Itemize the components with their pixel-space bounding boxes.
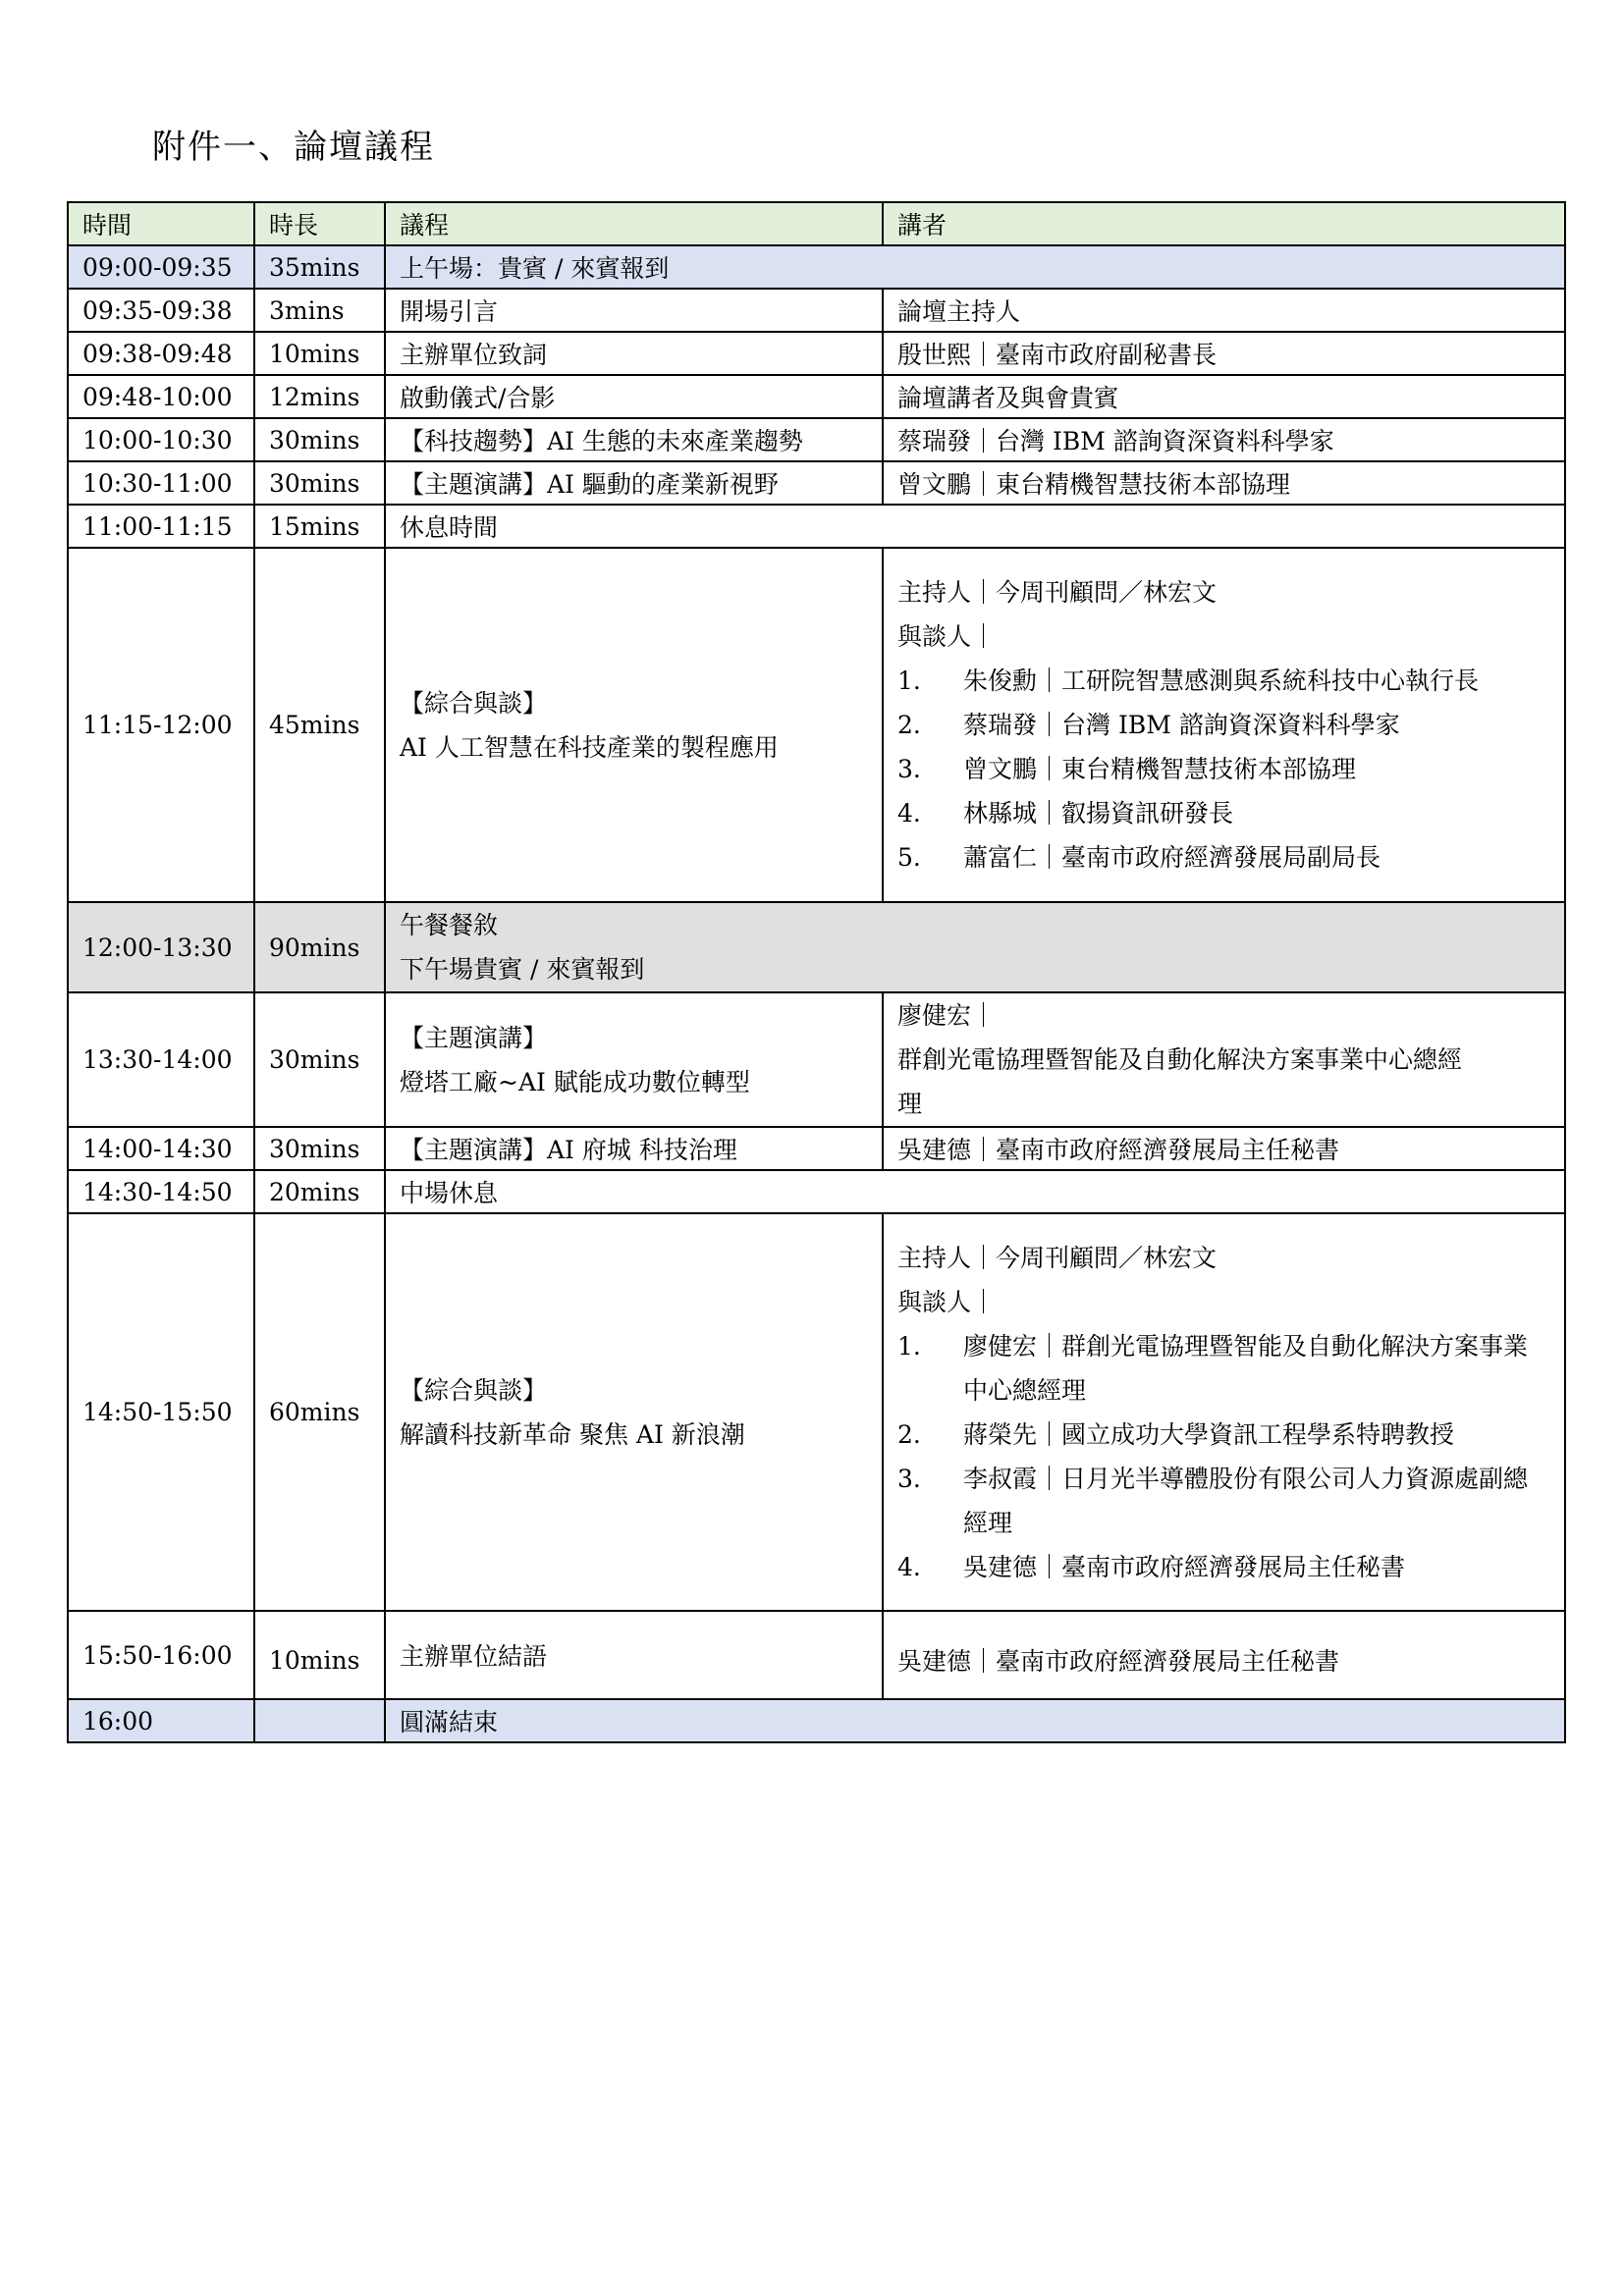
program-line: 【綜合與談】 [400, 1375, 548, 1405]
row-duration: 35mins [254, 245, 385, 289]
program-line: 【主題演講】 [400, 1023, 548, 1052]
row-time: 09:35-09:38 [68, 289, 254, 332]
list-item [897, 1413, 1550, 1457]
program-line: 下午場貴賓 / 來賓報到 [400, 955, 645, 984]
row-program: 圓滿結束 [385, 1699, 1565, 1742]
row-duration: 10mins [254, 332, 385, 375]
program-line: 【綜合與談】 [400, 688, 548, 718]
row-time: 10:30-11:00 [68, 461, 254, 505]
row-duration: 30mins [254, 1127, 385, 1170]
row-program: 【科技趨勢】AI 生態的未來產業趨勢 [385, 418, 883, 461]
row-program: 主辦單位致詞 [385, 332, 883, 375]
panelist-text: 朱俊勳｜工研院智慧感測與系統科技中心執行長 [963, 667, 1480, 695]
row-duration: 30mins [254, 461, 385, 505]
row-program: 上午場：貴賓 / 來賓報到 [385, 245, 1565, 289]
list-number: 4. [897, 799, 921, 828]
row-speaker [883, 548, 1565, 902]
program-line: 解讀科技新革命 聚焦 AI 新浪潮 [400, 1419, 745, 1449]
list-item [897, 835, 1550, 880]
list-number: 1. [897, 667, 921, 695]
row-time: 11:00-11:15 [68, 505, 254, 548]
row-duration: 15mins [254, 505, 385, 548]
list-item [897, 1545, 1550, 1589]
row-program: 【主題演講】AI 府城 科技治理 [385, 1127, 883, 1170]
row-time: 09:00-09:35 [68, 245, 254, 289]
panelist-text: 蔡瑞發｜台灣 IBM 諮詢資深資料科學家 [963, 711, 1400, 739]
table-row [68, 461, 1565, 505]
table-row [68, 418, 1565, 461]
row-speaker: 蔡瑞發｜台灣 IBM 諮詢資深資料科學家 [883, 418, 1565, 461]
row-time: 14:30-14:50 [68, 1170, 254, 1213]
row-duration: 3mins [254, 289, 385, 332]
row-speaker: 殷世熙｜臺南市政府副秘書長 [883, 332, 1565, 375]
table-row [68, 902, 1565, 992]
header-time: 時間 [68, 202, 254, 245]
page-title: 附件一、論壇議程 [152, 128, 435, 167]
row-program: 【主題演講】AI 驅動的產業新視野 [385, 461, 883, 505]
row-time: 11:15-12:00 [68, 548, 254, 902]
row-duration: 60mins [254, 1213, 385, 1611]
row-duration: 20mins [254, 1170, 385, 1213]
list-number: 3. [897, 755, 921, 783]
row-program [385, 1213, 883, 1611]
header-program: 議程 [385, 202, 883, 245]
row-time: 16:00 [68, 1699, 254, 1742]
panelist-text: 廖健宏｜群創光電協理暨智能及自動化解決方案事業中心總經理 [963, 1331, 1529, 1405]
speaker-line: 群創光電協理暨智能及自動化解決方案事業中心總經 [897, 1045, 1463, 1074]
program-line: 午餐餐敘 [400, 911, 499, 939]
row-program: 主辦單位結語 [385, 1611, 883, 1699]
row-duration: 45mins [254, 548, 385, 902]
list-number: 2. [897, 1419, 921, 1449]
list-number: 3. [897, 1464, 921, 1493]
row-speaker: 論壇主持人 [883, 289, 1565, 332]
row-program: 中場休息 [385, 1170, 1565, 1213]
row-speaker [883, 992, 1565, 1127]
panel-label: 與談人｜ [897, 622, 997, 651]
row-duration [254, 1699, 385, 1742]
list-number: 1. [897, 1331, 921, 1361]
list-item [897, 1324, 1550, 1413]
list-item [897, 1457, 1550, 1545]
row-duration: 12mins [254, 375, 385, 418]
table-row [68, 548, 1565, 902]
panelist-text: 蔣榮先｜國立成功大學資訊工程學系特聘教授 [963, 1419, 1455, 1449]
row-speaker: 吳建德｜臺南市政府經濟發展局主任秘書 [883, 1611, 1565, 1699]
panelist-list [897, 1324, 1550, 1589]
row-duration: 30mins [254, 992, 385, 1127]
table-row [68, 1170, 1565, 1213]
table-header-row [68, 202, 1565, 245]
program-line: 燈塔工廠~AI 賦能成功數位轉型 [400, 1067, 750, 1096]
program-line: AI 人工智慧在科技產業的製程應用 [400, 732, 779, 762]
row-duration: 90mins [254, 902, 385, 992]
panelist-text: 林縣城｜叡揚資訊研發長 [963, 799, 1234, 828]
row-program: 開場引言 [385, 289, 883, 332]
table-row [68, 1699, 1565, 1742]
list-item [897, 659, 1550, 703]
panel-host: 主持人｜今周刊顧問／林宏文 [897, 1243, 1218, 1272]
row-program [385, 548, 883, 902]
row-speaker: 吳建德｜臺南市政府經濟發展局主任秘書 [883, 1127, 1565, 1170]
row-time: 10:00-10:30 [68, 418, 254, 461]
row-program: 休息時間 [385, 505, 1565, 548]
table-row [68, 1611, 1565, 1699]
row-program: 啟動儀式/合影 [385, 375, 883, 418]
row-speaker [883, 1213, 1565, 1611]
table-row [68, 332, 1565, 375]
table-row [68, 1213, 1565, 1611]
speaker-line: 廖健宏｜ [897, 1001, 997, 1030]
panelist-text: 李叔霞｜日月光半導體股份有限公司人力資源處副總經理 [963, 1464, 1529, 1537]
row-time: 09:48-10:00 [68, 375, 254, 418]
panelist-text: 吳建德｜臺南市政府經濟發展局主任秘書 [963, 1552, 1406, 1581]
panelist-text: 曾文鵬｜東台精機智慧技術本部協理 [963, 755, 1357, 783]
table-row [68, 289, 1565, 332]
panel-host: 主持人｜今周刊顧問／林宏文 [897, 578, 1218, 607]
panelist-list [897, 659, 1550, 880]
list-item [897, 791, 1550, 835]
table-row [68, 505, 1565, 548]
row-speaker: 論壇講者及與會貴賓 [883, 375, 1565, 418]
panelist-text: 蕭富仁｜臺南市政府經濟發展局副局長 [963, 843, 1381, 872]
row-time: 13:30-14:00 [68, 992, 254, 1127]
row-duration: 10mins [254, 1611, 385, 1699]
row-program [385, 992, 883, 1127]
row-time: 12:00-13:30 [68, 902, 254, 992]
row-time: 15:50-16:00 [68, 1611, 254, 1699]
row-program [385, 902, 1565, 992]
header-duration: 時長 [254, 202, 385, 245]
list-item [897, 747, 1550, 791]
row-time: 14:00-14:30 [68, 1127, 254, 1170]
panel-label: 與談人｜ [897, 1287, 997, 1316]
row-duration: 30mins [254, 418, 385, 461]
table-row [68, 245, 1565, 289]
agenda-table [67, 201, 1566, 1743]
table-row [68, 992, 1565, 1127]
row-time: 09:38-09:48 [68, 332, 254, 375]
row-speaker: 曾文鵬｜東台精機智慧技術本部協理 [883, 461, 1565, 505]
speaker-line: 理 [897, 1090, 923, 1118]
row-time: 14:50-15:50 [68, 1213, 254, 1611]
table-row [68, 375, 1565, 418]
list-number: 4. [897, 1552, 921, 1581]
list-number: 5. [897, 843, 921, 872]
list-number: 2. [897, 711, 921, 739]
header-speaker: 講者 [883, 202, 1565, 245]
table-row [68, 1127, 1565, 1170]
list-item [897, 703, 1550, 747]
